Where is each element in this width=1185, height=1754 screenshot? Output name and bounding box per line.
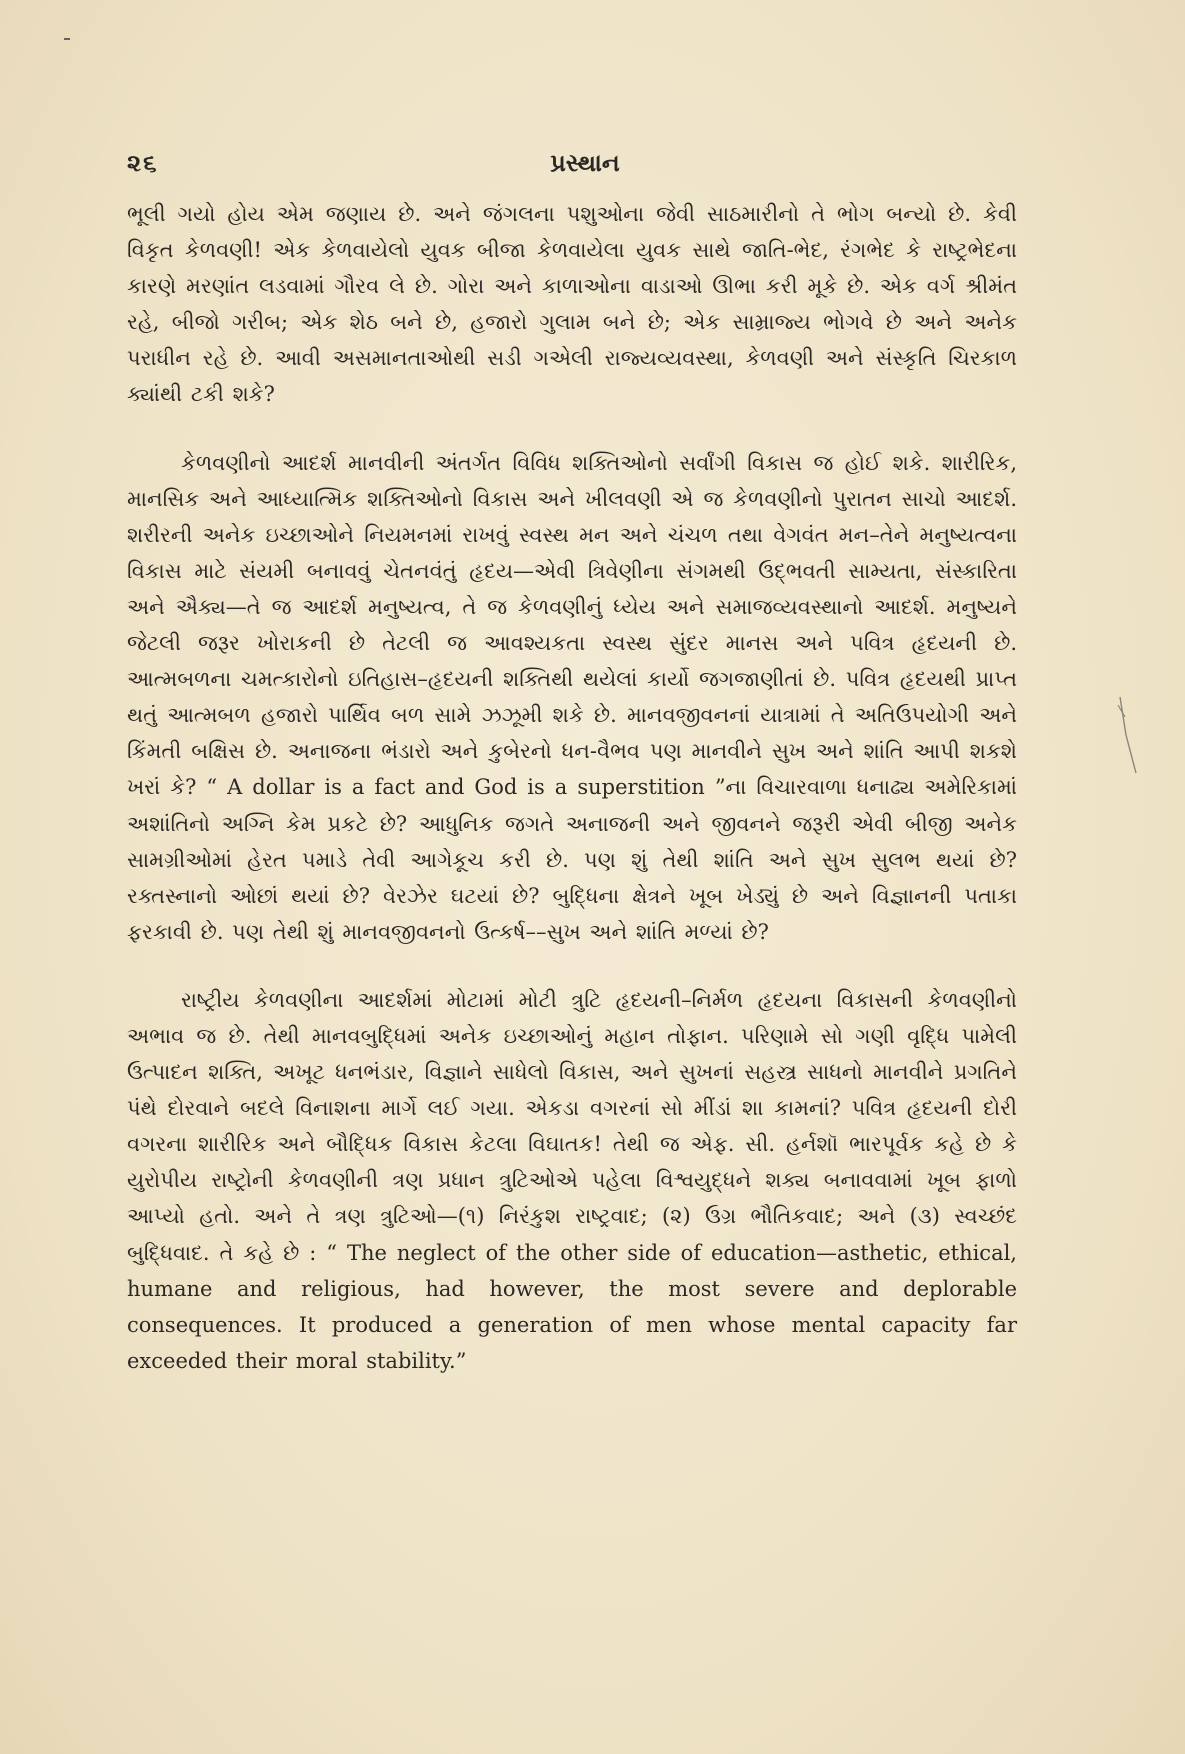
page-number: ૨૬	[127, 148, 159, 177]
ink-speck	[64, 38, 70, 40]
paragraph-2: કેળવણીનો આદર્શ માનવીની અંતર્ગત વિવિધ શક્તિઓનો સર્વાંગી વિકાસ જ હોઈ શકે. શારીરિક, માનસિક અને આધ્યાત્મિક શક્તિઓનો વિકાસ અને ખીલવણી એ જ કેળવણીનો પુરાતન સાચો આદર્શ. શરીરની અનેક ઇચ્છાઓને નિયમનમાં રાખવું સ્વસ્થ મન અને ચંચળ તથા વેગવંત મન–તેને મનુષ્યત્વના વિકાસ માટે સંયમી બનાવવું ચેતનવંતું હૃદય—એવી ત્રિવેણીના સંગમથી ઉદ્ભવતી સામ્યતા, સંસ્કારિતા અને ઐક્ય—તે જ આદર્શ મનુષ્યત્વ, તે જ કેળવણીનું ધ્યેય અને સમાજવ્યવસ્થાનો આદર્શ. મનુષ્યને જેટલી જરૂર ખોરાકની છે તેટલી જ આવશ્યકતા સ્વસ્થ સુંદર માનસ અને પવિત્ર હૃદયની છે. આત્મબળના ચમત્કારોનો ઇતિહાસ–હૃદયની શક્તિથી થયેલાં કાર્યો જગજાણીતાં છે. પવિત્ર હૃદયથી પ્રાપ્ત થતું આત્મબળ હજારો પાર્થિવ બળ સામે ઝઝૂમી શકે છે. માનવજીવનનાં યાત્રામાં તે અતિઉપયોગી અને કિંમતી બક્ષિસ છે. અનાજના ભંડારો અને કુબેરનો ધન-વૈભવ પણ માનવીને સુખ અને શાંતિ આપી શકશે ખરાં કે? “ A dollar is a fact and God is a superstition ”ના વિચારવાળા ધનાઢ્ય અમેરિકામાં અશાંતિનો અગ્નિ કેમ પ્રકટે છે? આધુનિક જગતે અનાજની અને જીવનને જરૂરી એવી બીજી અનેક સામગ્રીઓમાં હેરત પમાડે તેવી આગેકૂચ કરી છે. પણ શું તેથી શાંતિ અને સુખ સુલભ થયાં છે? રક્તસ્નાનો ઓછાં થયાં છે? વેરઝેર ઘટયાં છે? બુદ્ધિના ક્ષેત્રને ખૂબ ખેડ્યું છે અને વિજ્ઞાનની પતાકા ફરકાવી છે. પણ તેથી શું માનવજીવનનો ઉત્કર્ષ––સુખ અને શાંતિ મળ્યાં છે?	[127, 450, 1017, 944]
page-header	[127, 148, 1043, 184]
pencil-mark	[1116, 695, 1140, 775]
body-text	[127, 196, 1017, 1379]
paragraph-1: ભૂલી ગયો હોય એમ જણાય છે. અને જંગલના પશુઓના જેવી સાઠમારીનો તે ભોગ બન્યો છે. કેવી વિકૃત કેળવણી! એક કેળવાયેલો યુવક બીજા કેળવાયેલા યુવક સાથે જાતિ-ભેદ, રંગભેદ કે રાષ્ટ્રભેદના કારણે મરણાંત લડવામાં ગૌરવ લે છે. ગોરા અને કાળાઓના વાડાઓ ઊભા કરી મૂકે છે. એક વર્ગ શ્રીમંત રહે, બીજો ગરીબ; એક શેઠ બને છે, હજારો ગુલામ બને છે; એક સામ્રાજ્ય ભોગવે છે અને અનેક પરાધીન રહે છે. આવી અસમાનતાઓથી સડી ગએલી રાજ્યવ્યવસ્થા, કેળવણી અને સંસ્કૃતિ ચિરકાળ ક્યાંથી ટકી શકે?	[127, 202, 1017, 407]
running-title: પ્રસ્થાન	[550, 148, 620, 177]
paragraph-3: રાષ્ટ્રીય કેળવણીના આદર્શમાં મોટામાં મોટી ત્રુટિ હૃદયની–નિર્મળ હૃદયના વિકાસની કેળવણીનો અભાવ જ છે. તેથી માનવબુદ્ધિમાં અનેક ઇચ્છાઓનું મહાન તોફાન. પરિણામે સો ગણી વૃદ્ધિ પામેલી ઉત્પાદન શક્તિ, અખૂટ ધનભંડાર, વિજ્ઞાને સાધેલો વિકાસ, અને સુખનાં સહસ્ત્ર સાધનો માનવીને પ્રગતિને પંથે દોરવાને બદલે વિનાશના માર્ગે લઈ ગયા. એકડા વગરનાં સો મીંડાં શા કામનાં? પવિત્ર હૃદયની દોરી વગરના શારીરિક અને બૌદ્ધિક વિકાસ કેટલા વિઘાતક! તેથી જ એફ. સી. હર્નશૉ ભારપૂર્વક કહે છે કે યુરોપીય રાષ્ટ્રોની કેળવણીની ત્રણ પ્રધાન ત્રુટિઓએ પહેલા વિશ્વયુદ્ધને શક્ય બનાવવામાં ખૂબ ફાળો આપ્યો હતો. અને તે ત્રણ ત્રુટિઓ—(૧) નિરંકુશ રાષ્ટ્રવાદ; (૨) ઉગ્ર ભૌતિકવાદ; અને (૩) સ્વચ્છંદ બુદ્ધિવાદ. તે કહે છે : “ The neglect of the other side of education—asthetic, ethical, humane and religious, had however, the most severe and deplorable consequences. It produced a generation of men whose mental capacity far exceeded their moral stability.”	[127, 987, 1017, 1373]
